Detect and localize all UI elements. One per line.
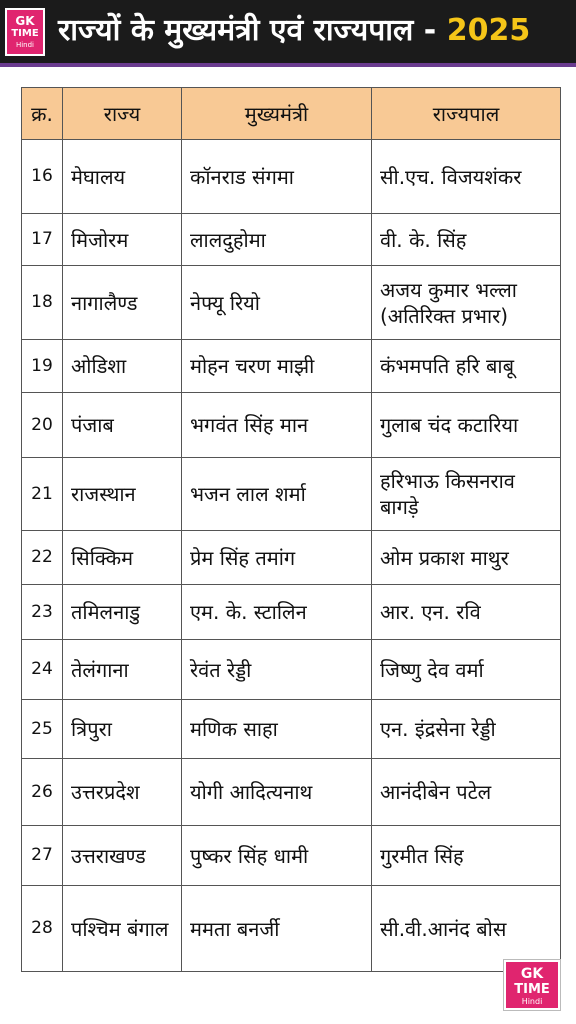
state-name: सिक्किम	[63, 531, 182, 585]
chief-minister-name: रेवंत रेड्डी	[182, 640, 372, 700]
chief-minister-name: एम. के. स्टालिन	[182, 585, 372, 640]
header-bar	[0, 0, 576, 67]
table-row	[22, 393, 561, 458]
row-number: 21	[22, 458, 63, 531]
chief-minister-name: योगी आदित्यनाथ	[182, 759, 372, 826]
state-name: नागालैण्ड	[63, 266, 182, 340]
governor-name: एन. इंद्रसेना रेड्डी	[372, 700, 561, 759]
governor-name: आर. एन. रवि	[372, 585, 561, 640]
column-header-number: क्र.	[22, 88, 63, 140]
state-name: तमिलनाडु	[63, 585, 182, 640]
governor-name: अजय कुमार भल्ला (अतिरिक्त प्रभार)	[372, 266, 561, 340]
governor-name: गुलाब चंद कटारिया	[372, 393, 561, 458]
governor-name: हरिभाऊ किसनराव बागड़े	[372, 458, 561, 531]
table-row	[22, 458, 561, 531]
column-header-state: राज्य	[63, 88, 182, 140]
table-row	[22, 531, 561, 585]
row-number: 27	[22, 826, 63, 886]
logo-line-1: GK	[520, 966, 544, 982]
chief-minister-name: प्रेम सिंह तमांग	[182, 531, 372, 585]
chief-minister-name: लालदुहोमा	[182, 214, 372, 266]
table-row	[22, 214, 561, 266]
logo-line-2: TIME	[514, 982, 550, 997]
state-name: ओडिशा	[63, 340, 182, 393]
row-number: 18	[22, 266, 63, 340]
column-header-chief-minister: मुख्यमंत्री	[182, 88, 372, 140]
row-number: 26	[22, 759, 63, 826]
state-name: उत्तरप्रदेश	[63, 759, 182, 826]
chief-minister-name: मणिक साहा	[182, 700, 372, 759]
governor-name: कंभमपति हरि बाबू	[372, 340, 561, 393]
chief-minister-name: पुष्कर सिंह धामी	[182, 826, 372, 886]
chief-minister-name: नेफ्यू रियो	[182, 266, 372, 340]
table-row	[22, 140, 561, 214]
logo-line-3: Hindi	[15, 41, 35, 49]
state-name: मिजोरम	[63, 214, 182, 266]
row-number: 28	[22, 886, 63, 972]
page-title-text: राज्यों के मुख्यमंत्री एवं राज्यपाल -	[58, 13, 437, 48]
row-number: 20	[22, 393, 63, 458]
chief-minister-name: भजन लाल शर्मा	[182, 458, 372, 531]
state-name: त्रिपुरा	[63, 700, 182, 759]
table-row	[22, 886, 561, 972]
row-number: 24	[22, 640, 63, 700]
page-title-year: 2025	[446, 13, 531, 48]
table-row	[22, 340, 561, 393]
logo-line-3: Hindi	[521, 997, 543, 1006]
governor-name: गुरमीत सिंह	[372, 826, 561, 886]
governor-name: वी. के. सिंह	[372, 214, 561, 266]
chief-minister-name: भगवंत सिंह मान	[182, 393, 372, 458]
table-header-row	[22, 88, 561, 140]
state-name: राजस्थान	[63, 458, 182, 531]
table-row	[22, 826, 561, 886]
governor-name: आनंदीबेन पटेल	[372, 759, 561, 826]
table-row	[22, 700, 561, 759]
governor-name: सी.वी.आनंद बोस	[372, 886, 561, 972]
governor-name: जिष्णु देव वर्मा	[372, 640, 561, 700]
logo-line-1: GK	[15, 14, 35, 28]
states-table	[21, 87, 561, 972]
state-name: पश्चिम बंगाल	[63, 886, 182, 972]
row-number: 22	[22, 531, 63, 585]
row-number: 23	[22, 585, 63, 640]
row-number: 17	[22, 214, 63, 266]
table-row	[22, 759, 561, 826]
chief-minister-name: मोहन चरण माझी	[182, 340, 372, 393]
row-number: 25	[22, 700, 63, 759]
governor-name: सी.एच. विजयशंकर	[372, 140, 561, 214]
state-name: उत्तराखण्ड	[63, 826, 182, 886]
gk-time-footer-logo	[504, 960, 560, 1010]
gk-time-logo	[5, 8, 45, 56]
page-title	[58, 14, 530, 49]
table-row	[22, 266, 561, 340]
logo-line-2: TIME	[11, 28, 39, 39]
row-number: 19	[22, 340, 63, 393]
chief-minister-name: कॉनराड संगमा	[182, 140, 372, 214]
governor-name: ओम प्रकाश माथुर	[372, 531, 561, 585]
state-name: तेलंगाना	[63, 640, 182, 700]
row-number: 16	[22, 140, 63, 214]
table-row	[22, 640, 561, 700]
table-row	[22, 585, 561, 640]
state-name: पंजाब	[63, 393, 182, 458]
state-name: मेघालय	[63, 140, 182, 214]
chief-minister-name: ममता बनर्जी	[182, 886, 372, 972]
column-header-governor: राज्यपाल	[372, 88, 561, 140]
